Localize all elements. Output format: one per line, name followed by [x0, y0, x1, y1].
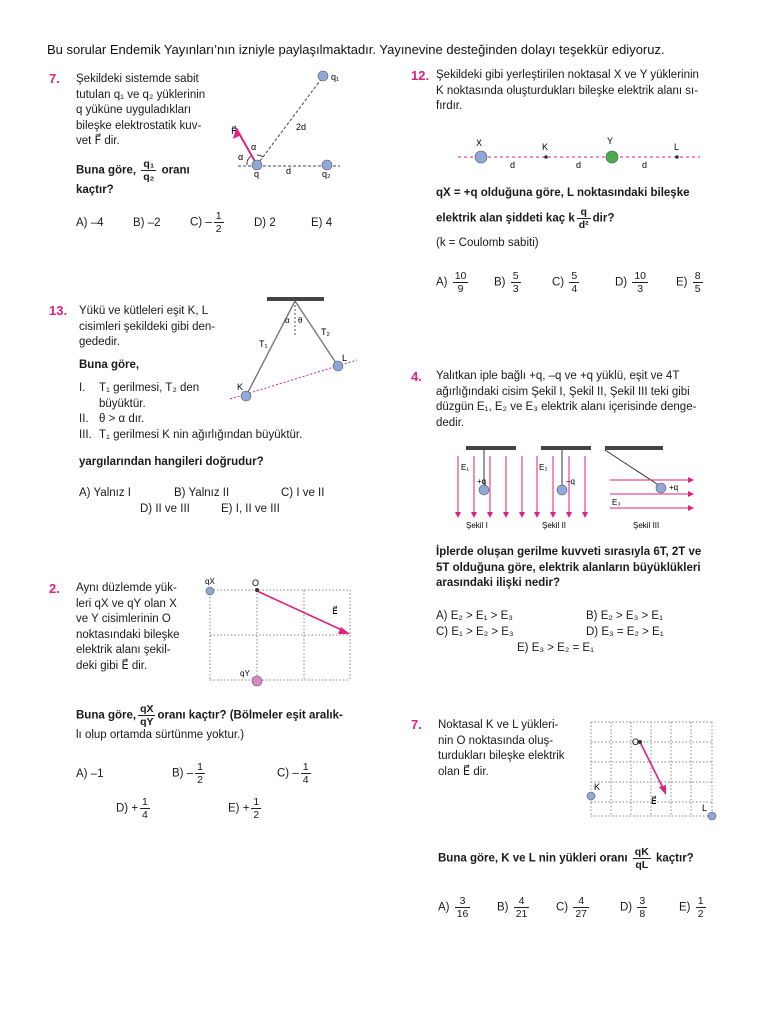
fig-label-E: E⃗ [651, 796, 657, 806]
text-line: olan E⃗ dir. [438, 765, 489, 778]
option-a[interactable]: A) Yalnız I [79, 487, 131, 499]
option-b[interactable]: B) Yalnız II [174, 487, 230, 499]
text-line: leri qX ve qY olan X [76, 597, 177, 610]
statement-number: I. [79, 382, 86, 394]
ask-text: kaçtır? [76, 184, 114, 196]
option-label: B) – [172, 767, 194, 780]
option-label: A) [436, 276, 448, 289]
statement-text: θ > α dır. [99, 413, 145, 425]
option-d[interactable]: D) E₃ = E₂ > E₁ [586, 626, 664, 638]
page-header: Bu sorular Endemik Yayınları’nın izniyle paylaşılmaktadır. Yayınevine desteğinden dolayı teşekkür ediyoruz. [47, 42, 665, 57]
fig-label-sekil2: Şekil II [542, 521, 567, 530]
fig-label-q1: q₁ [331, 72, 340, 82]
option-label: D) [615, 276, 628, 289]
option-label: C) – [277, 767, 299, 780]
option-label: D) [620, 901, 633, 914]
fig-label-T1: T₁ [259, 339, 268, 349]
text-line: q yüküne uyguladıkları [76, 104, 192, 116]
fig-label-alpha: α [285, 316, 290, 325]
statement-text: büyüktür. [99, 397, 146, 410]
coulomb-note: (k = Coulomb sabiti) [436, 237, 539, 249]
ask-text: kaçtır? [656, 852, 694, 865]
question-13-ask2: yargılarından hangileri doğrudur? [79, 456, 264, 468]
fig-label-alpha: α [238, 152, 244, 162]
question-number: 12. [411, 68, 430, 83]
fig-label-minus-q: –q [566, 477, 575, 486]
ask-text: elektrik alan şiddeti kaç k [436, 212, 575, 225]
option-label: C) [556, 901, 569, 914]
fig-label-K: K [237, 382, 244, 392]
denominator: 3 [637, 283, 644, 295]
numerator: 1 [215, 210, 222, 222]
ask-text: Buna göre, [76, 709, 137, 722]
fig-label-E3: E₃ [612, 498, 621, 507]
denominator: 4 [142, 809, 148, 821]
fig-label-theta: θ [298, 316, 303, 325]
fig-label-sekil3: Şekil III [633, 521, 660, 530]
option-label: C) [552, 276, 565, 289]
ask-text: 5T olduğuna göre, elektrik alanların büyüklükleri [436, 561, 701, 574]
option-a[interactable]: A) –4 [76, 217, 104, 229]
numerator: 10 [634, 270, 647, 282]
option-e[interactable]: E) E₃ > E₂ = E₁ [517, 642, 594, 654]
option-e[interactable] [679, 895, 708, 920]
fig-label-T2: T₂ [321, 327, 330, 337]
denominator: qL [635, 859, 649, 871]
fig-label-E2: E₂ [539, 463, 548, 472]
numerator: 5 [512, 270, 519, 282]
ask-text: Buna göre, K ve L nin yükleri oranı [438, 852, 628, 865]
text-line: K noktasında oluşturdukları bileşke elektrik alanı sı- [436, 84, 699, 97]
fig-label-d: d [510, 160, 516, 170]
denominator: qY [140, 716, 154, 728]
text-line: Yükü ve kütleleri eşit K, L [79, 305, 209, 317]
text-line: Yalıtkan iple bağlı +q, –q ve +q yüklü, eşit ve 4T [436, 370, 680, 382]
statement-text: T₁ gerilmesi K nin ağırlığından büyüktür. [99, 428, 303, 441]
fig-label-alpha: α [251, 142, 257, 152]
option-a[interactable] [438, 895, 472, 920]
option-a[interactable]: A) –1 [76, 768, 104, 780]
ask-text: dir? [592, 212, 615, 225]
text-line: bileşke elektrostatik kuv- [76, 119, 202, 132]
text-line: cisimleri şekildeki gibi den- [79, 320, 216, 333]
denominator: 2 [215, 223, 222, 235]
fig-label-E: E⃗ [332, 606, 338, 616]
option-d[interactable]: D) 2 [254, 217, 276, 229]
text-line: Aynı düzlemde yük- [76, 582, 177, 594]
option-a[interactable]: A) E₂ > E₁ > E₃ [436, 610, 513, 622]
fig-label-qY: qY [240, 669, 250, 678]
fig-label-L: L [342, 353, 348, 363]
fig-label-plus-q: +q [669, 483, 679, 492]
option-d[interactable]: D) II ve III [140, 503, 190, 515]
question-7b-ask [438, 846, 694, 871]
numerator: 1 [697, 895, 704, 907]
denominator: 4 [571, 283, 578, 295]
option-label: B) [497, 901, 509, 914]
option-b[interactable]: B) –2 [133, 217, 161, 229]
text-line: turdukları bileşke elektrik [438, 750, 565, 762]
text-line: deki gibi E⃗ dir. [76, 659, 148, 672]
text-line: dedir. [436, 416, 465, 429]
fig-label-O: O [252, 578, 260, 588]
fig-label-plus-q: +q [477, 477, 487, 486]
text-line: tutulan q₁ ve q₂ yüklerinin [76, 88, 206, 101]
question-number: 7. [49, 71, 60, 86]
text-line: elektrik alanı şekil- [76, 644, 171, 656]
fig-label-L: L [674, 142, 680, 152]
numerator: 1 [197, 761, 203, 773]
numerator: 1 [302, 761, 309, 773]
question-number: 13. [49, 303, 68, 318]
text-line: fırdır. [436, 100, 463, 112]
option-label: E) [679, 901, 691, 914]
denominator: 3 [512, 283, 519, 295]
option-e[interactable]: E) I, II ve III [221, 503, 280, 515]
denominator: q₂ [143, 171, 155, 183]
fig-label-sekil1: Şekil I [466, 521, 488, 530]
numerator: q₁ [141, 158, 156, 171]
option-b[interactable]: B) E₂ > E₃ > E₁ [586, 610, 663, 622]
option-label: C) – [190, 216, 212, 229]
denominator: 2 [197, 774, 203, 786]
numerator: qX [140, 703, 154, 715]
option-c[interactable] [556, 895, 591, 920]
denominator: 5 [694, 283, 701, 295]
question-number: 4. [411, 369, 422, 384]
denominator: 21 [515, 908, 528, 920]
denominator: 27 [575, 908, 588, 920]
ask-text: arasındaki ilişki nedir? [436, 577, 560, 589]
statement-number: III. [79, 428, 92, 441]
question-number: 2. [49, 581, 60, 596]
question-13-ask: Buna göre, [79, 359, 140, 371]
numerator: 1 [253, 796, 260, 808]
text-line: ve Y cisimlerinin O [76, 613, 171, 625]
ask-text: lı olup ortamda sürtünme yoktur.) [76, 729, 245, 741]
fig-label-d: d [576, 160, 582, 170]
ask-text: qX = +q olduğuna göre, L noktasındaki bileşke [436, 187, 690, 199]
denominator: 16 [456, 908, 469, 920]
fig-label-O: O [632, 737, 640, 747]
fig-label-q2: q₂ [322, 169, 331, 179]
numerator: qK [634, 846, 649, 858]
denominator: 8 [639, 908, 646, 920]
numerator: 1 [142, 796, 148, 808]
numerator: 8 [694, 270, 701, 282]
option-b[interactable] [497, 895, 531, 920]
fig-label-F: F⃗ [231, 126, 237, 136]
denominator: 2 [253, 809, 260, 821]
fig-label-K: K [542, 142, 549, 152]
denominator: d² [578, 218, 589, 231]
text-line: Noktasal K ve L yükleri- [438, 719, 559, 731]
denominator: 2 [697, 908, 704, 920]
text-line: gededir. [79, 336, 120, 348]
ask-text: oranı kaçtır? (Bölmeler eşit aralık- [157, 709, 343, 722]
numerator: 3 [639, 895, 646, 907]
option-e[interactable]: E) 4 [311, 217, 333, 229]
statement-number: II. [79, 413, 89, 425]
denominator: 9 [457, 283, 464, 295]
option-label: E) [676, 276, 688, 289]
ask-text: oranı [161, 164, 190, 177]
numerator: 4 [573, 895, 589, 908]
statement-text: T₁ gerilmesi, T₂ den [99, 382, 200, 394]
option-label: A) [438, 901, 450, 914]
fig-label-L: L [702, 803, 708, 813]
text-line: Şekildeki sistemde sabit [76, 73, 199, 85]
option-label: E) + [228, 802, 250, 815]
numerator: 10 [454, 270, 467, 282]
ask-text: İplerde oluşan gerilme kuvveti sırasıyla 6T, 2T ve [436, 546, 702, 558]
text-line: Şekildeki gibi yerleştirilen noktasal X ve Y yüklerinin [436, 69, 699, 81]
option-label: D) + [116, 802, 139, 815]
option-c[interactable]: C) I ve II [281, 487, 325, 499]
fig-label-qX: qX [205, 577, 215, 586]
option-d[interactable] [620, 895, 649, 920]
text-line: ağırlığındaki cisim Şekil I, Şekil II, Şekil III teki gibi [436, 385, 690, 398]
denominator: 4 [302, 774, 309, 786]
option-label: B) [494, 276, 506, 289]
fig-label-Y: Y [607, 136, 614, 146]
numerator: 5 [571, 270, 578, 282]
text-line: vet F⃗ dir. [76, 135, 120, 147]
fig-label-q: q [254, 169, 260, 179]
option-c[interactable]: C) E₁ > E₂ > E₃ [436, 626, 514, 638]
fig-label-d: d [286, 166, 292, 176]
fig-label-E1: E₁ [461, 463, 470, 472]
question-number: 7. [411, 717, 422, 732]
fig-label-X: X [476, 138, 483, 148]
numerator: 3 [455, 895, 471, 908]
ask-text: Buna göre, [76, 164, 137, 177]
text-line: noktasındaki bileşke [76, 628, 180, 641]
text-line: nin O noktasında oluş- [438, 734, 554, 747]
text-line: düzgün E₁, E₂ ve E₃ elektrik alanı içerisinde denge- [436, 401, 697, 413]
fig-label-d: d [642, 160, 648, 170]
numerator: 4 [514, 895, 530, 908]
numerator: q [577, 206, 591, 219]
fig-label-K: K [594, 782, 601, 792]
fig-label-2d: 2d [296, 122, 307, 132]
